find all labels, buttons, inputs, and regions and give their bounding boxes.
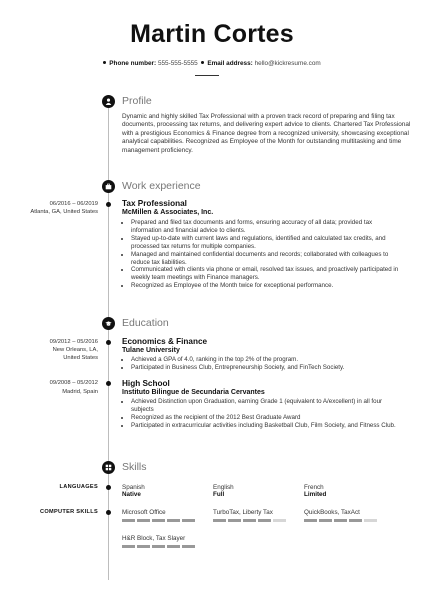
skill-level-segment <box>273 519 286 522</box>
skill-level-segment <box>122 519 135 522</box>
language-name: French <box>304 484 324 491</box>
list-item: • Communicated with clients via phone or email, resolved tax issues, and proactively participated in weekly team meetings with Finance managers. <box>131 266 401 282</box>
list-item: • Achieved a GPA of 4.0, ranking in the top 2% of the program. <box>131 356 401 364</box>
job-location: Atlanta, GA, United States <box>30 209 98 215</box>
skill-level-segment <box>364 519 377 522</box>
location-line: New Orleans, LA, <box>52 347 98 353</box>
skills-icon <box>102 461 115 474</box>
skill-name: H&R Block, Tax Slayer <box>122 535 186 542</box>
location-line: United States <box>63 354 98 361</box>
language-english <box>213 484 234 498</box>
skill-level-segment <box>152 519 165 522</box>
skill-level-segment <box>243 519 256 522</box>
language-level: Full <box>213 491 225 498</box>
email-value[interactable]: hello@kickresume.com <box>254 60 321 67</box>
list-item: • Achieved Distinction upon Graduation, earning Grade 1 (equivalent to A/excellent) in all four subjects <box>131 398 401 414</box>
job-bullets <box>122 219 401 290</box>
education-location <box>0 347 98 362</box>
graduation-cap-icon <box>102 317 115 330</box>
skill-level-segment <box>228 519 241 522</box>
contact-line <box>0 60 424 67</box>
skill-name: QuickBooks, TaxAct <box>304 509 360 516</box>
skill-level-bar <box>122 545 195 548</box>
computer-skills-label: COMPUTER SKILLS <box>40 509 98 515</box>
phone-label: Phone number: <box>109 60 157 67</box>
skill-name: TurboTax, Liberty Tax <box>213 509 273 516</box>
skill-level-segment <box>182 545 195 548</box>
education-dates: 09/2008 – 05/2012 <box>49 380 98 386</box>
degree-title: Economics & Finance <box>122 337 208 346</box>
computer-skill-item <box>213 509 286 522</box>
list-item: • Managed and maintained confidential documents and records; collaborated with colleagues to reduce tax liabilities. <box>131 251 401 267</box>
skill-level-segment <box>349 519 362 522</box>
school-name: Tulane University <box>122 347 180 354</box>
languages-label: LANGUAGES <box>59 484 98 490</box>
skills-section-title: Skills <box>122 461 147 473</box>
skill-level-segment <box>304 519 317 522</box>
education-bullets <box>122 398 401 430</box>
skill-level-segment <box>258 519 271 522</box>
skill-level-bar <box>304 519 377 522</box>
skill-level-segment <box>319 519 332 522</box>
timeline-dot <box>106 485 111 490</box>
skill-level-segment <box>152 545 165 548</box>
skill-level-segment <box>137 545 150 548</box>
skill-level-segment <box>122 545 135 548</box>
briefcase-icon <box>102 180 115 193</box>
skill-level-segment <box>334 519 347 522</box>
skill-level-segment <box>182 519 195 522</box>
language-spanish <box>122 484 145 498</box>
list-item: • Participated in Business Club, Entrepreneurship Society, and FinTech Society. <box>131 364 401 372</box>
skill-level-segment <box>167 545 180 548</box>
list-item: • Participated in extracurricular activities including Basketball Club, Film Society, and Fitness Club. <box>131 422 401 430</box>
job-dates: 06/2016 – 06/2019 <box>49 201 98 207</box>
degree-title: High School <box>122 379 170 388</box>
education-section-title: Education <box>122 317 169 329</box>
profile-summary: Dynamic and highly skilled Tax Professional with a proven track record of preparing and filing tax documents, processing tax returns, and delivering expert advice to clients. Chartered Tax Professional with a prestigious Economics & Finance degree from a recognized university, showcasing exceptional analytical capabilities. Recognized as Employee of the Month for outstanding multitasking and time management proficiency. <box>122 113 411 154</box>
computer-skill-item <box>122 509 195 522</box>
header-divider <box>195 75 219 76</box>
timeline-dot <box>106 340 111 345</box>
skill-level-bar <box>122 519 195 522</box>
phone-value: 555-555-5555 <box>157 60 198 67</box>
timeline-dot <box>106 202 111 207</box>
skill-level-segment <box>137 519 150 522</box>
person-icon <box>102 95 115 108</box>
language-french <box>304 484 326 498</box>
language-level: Native <box>122 491 141 498</box>
skill-level-segment <box>213 519 226 522</box>
timeline-dot <box>106 381 111 386</box>
work-section-title: Work experience <box>122 180 201 192</box>
skill-name: Microsoft Office <box>122 509 166 516</box>
job-title: Tax Professional <box>122 199 187 208</box>
education-location: Madrid, Spain <box>62 389 98 395</box>
computer-skill-item <box>304 509 377 522</box>
bullet-dot-icon <box>201 61 204 64</box>
skill-level-bar <box>213 519 286 522</box>
email-label: Email address: <box>207 60 253 67</box>
job-company: McMillen & Associates, Inc. <box>122 209 214 216</box>
education-bullets <box>122 356 401 372</box>
list-item: • Prepared and filed tax documents and forms, ensuring accuracy of all data; provided tax information and financial advice to clients. <box>131 219 401 235</box>
list-item: • Stayed up-to-date with current laws and regulations, identified and calculated tax credits, and processed tax returns for multiple companies. <box>131 235 401 251</box>
language-level: Limited <box>304 491 327 498</box>
list-item: • Recognized as Employee of the Month twice for exceptional performance. <box>131 282 401 290</box>
language-name: Spanish <box>122 484 145 491</box>
computer-skill-item <box>122 535 195 548</box>
profile-section-title: Profile <box>122 95 152 107</box>
timeline-dot <box>106 510 111 515</box>
language-name: English <box>213 484 234 491</box>
skill-level-segment <box>167 519 180 522</box>
education-dates: 09/2012 – 05/2016 <box>49 339 98 345</box>
candidate-name: Martin Cortes <box>130 20 294 48</box>
list-item: • Recognized as the recipient of the 2012 Best Graduate Award <box>131 414 401 422</box>
school-name: Instituto Bilingue de Secundaria Cervantes <box>122 389 265 396</box>
bullet-dot-icon <box>103 61 106 64</box>
